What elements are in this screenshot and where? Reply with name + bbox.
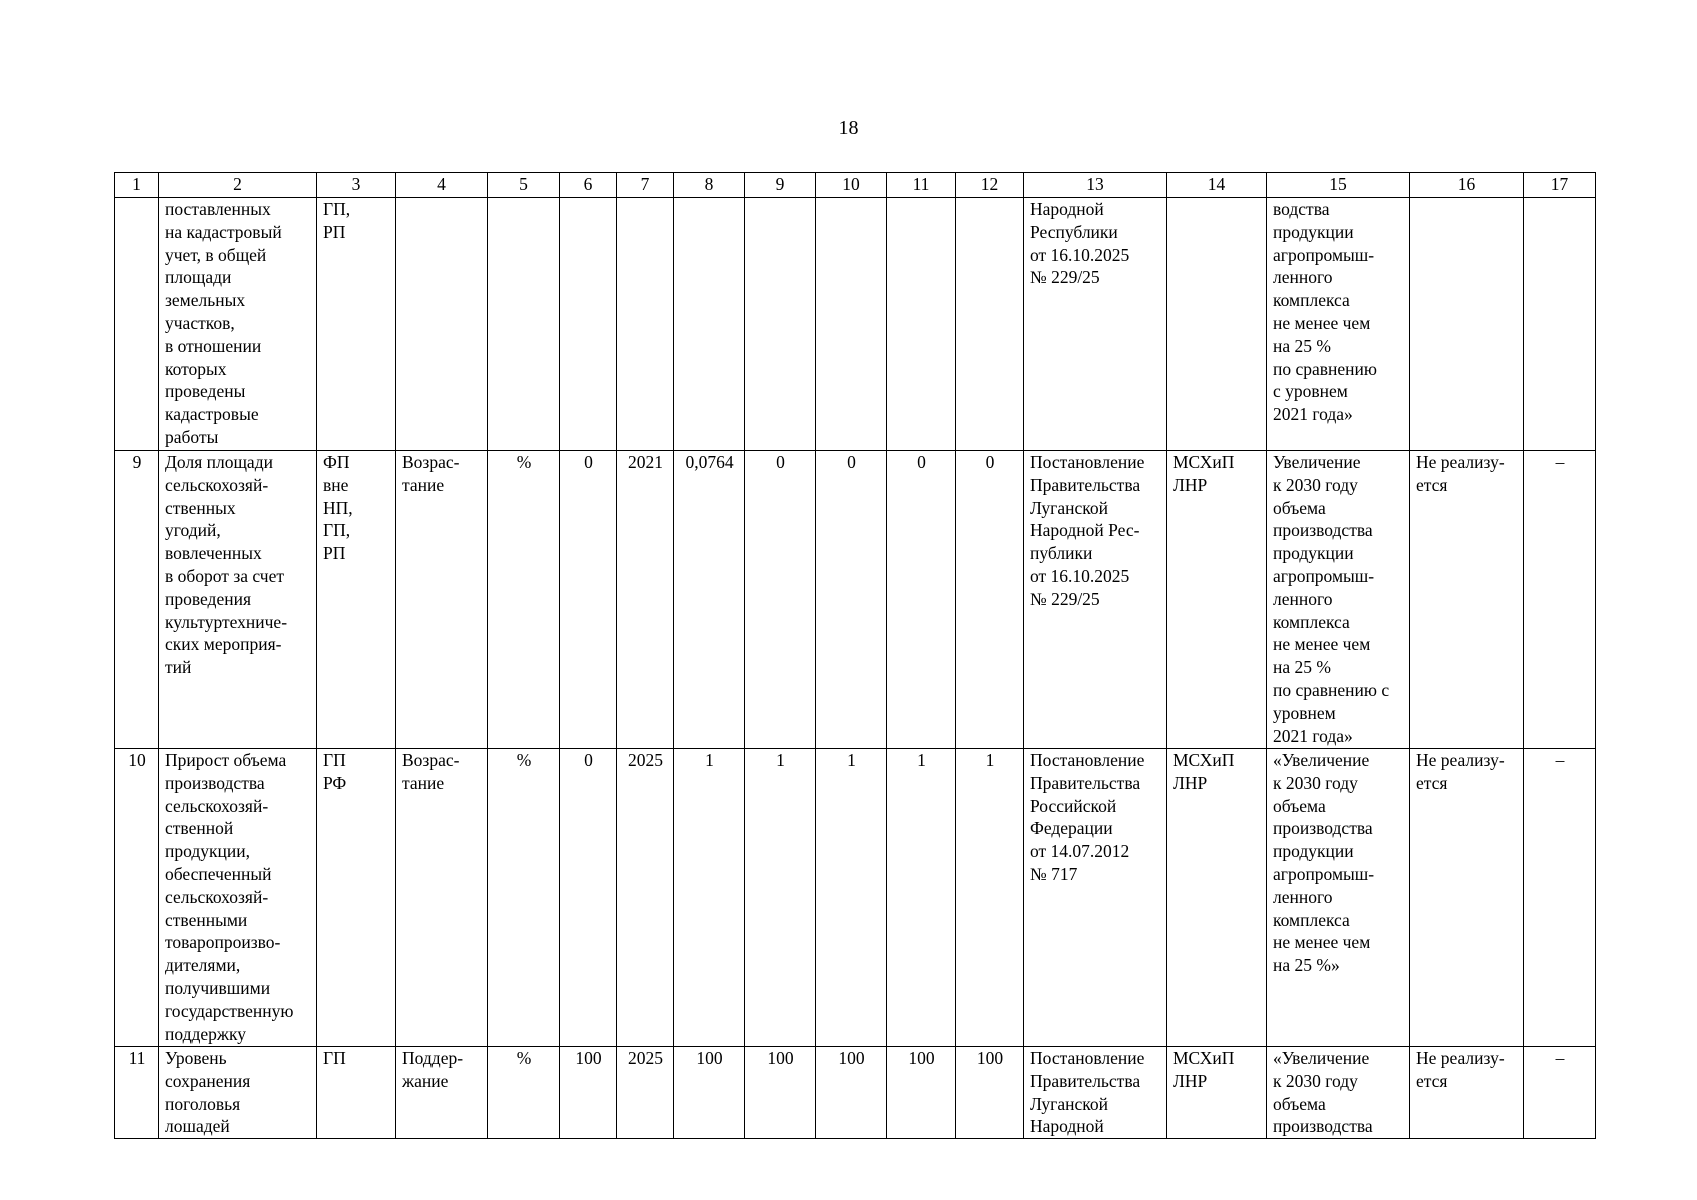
cell-info bbox=[1524, 198, 1596, 451]
cell-value: 0 bbox=[956, 451, 1024, 749]
column-header: 6 bbox=[560, 173, 617, 198]
column-header: 17 bbox=[1524, 173, 1596, 198]
cell-info: – bbox=[1524, 1047, 1596, 1139]
column-header: 11 bbox=[887, 173, 956, 198]
column-header: 16 bbox=[1410, 173, 1524, 198]
cell-value bbox=[674, 198, 745, 451]
cell-responsible: МСХиП ЛНР bbox=[1167, 1047, 1267, 1139]
column-header: 4 bbox=[396, 173, 488, 198]
cell-attribute bbox=[396, 198, 488, 451]
cell-status bbox=[1410, 198, 1524, 451]
cell-level: ГП bbox=[317, 1047, 396, 1139]
cell-attribute: Возрас- тание bbox=[396, 451, 488, 749]
cell-value: 1 bbox=[745, 749, 816, 1047]
table-row bbox=[115, 198, 1596, 451]
cell-goal-link: «Увеличение к 2030 году объема производства bbox=[1267, 1047, 1410, 1139]
cell-unit: % bbox=[488, 451, 560, 749]
column-header: 14 bbox=[1167, 173, 1267, 198]
cell-base-value: 0 bbox=[560, 749, 617, 1047]
cell-goal-link: Увеличение к 2030 году объема производства продукции агропромыш- ленного комплекса не менее чем на 25 % по сравнению с уровнем 2021 года» bbox=[1267, 451, 1410, 749]
table-header-row bbox=[115, 173, 1596, 198]
cell-value: 0 bbox=[887, 451, 956, 749]
column-header: 7 bbox=[617, 173, 674, 198]
column-header: 1 bbox=[115, 173, 159, 198]
cell-value: 100 bbox=[887, 1047, 956, 1139]
cell-base-value: 100 bbox=[560, 1047, 617, 1139]
cell-level: ГП РФ bbox=[317, 749, 396, 1047]
cell-value: 100 bbox=[674, 1047, 745, 1139]
cell-indicator-name: поставленных на кадастровый учет, в общей площади земельных участков, в отношении которых проведены кадастровые работы bbox=[159, 198, 317, 451]
cell-level: ГП, РП bbox=[317, 198, 396, 451]
cell-info: – bbox=[1524, 451, 1596, 749]
cell-value: 100 bbox=[956, 1047, 1024, 1139]
cell-attribute: Поддер- жание bbox=[396, 1047, 488, 1139]
cell-document: Постановление Правительства Российской Федерации от 14.07.2012 № 717 bbox=[1024, 749, 1167, 1047]
cell-base-value: 0 bbox=[560, 451, 617, 749]
column-header: 15 bbox=[1267, 173, 1410, 198]
cell-value bbox=[745, 198, 816, 451]
cell-responsible bbox=[1167, 198, 1267, 451]
cell-value bbox=[816, 198, 887, 451]
cell-base-year: 2021 bbox=[617, 451, 674, 749]
cell-unit: % bbox=[488, 749, 560, 1047]
cell-document: Постановление Правительства Луганской Народной bbox=[1024, 1047, 1167, 1139]
cell-responsible: МСХиП ЛНР bbox=[1167, 749, 1267, 1047]
cell-info: – bbox=[1524, 749, 1596, 1047]
cell-goal-link: «Увеличение к 2030 году объема производства продукции агропромыш- ленного комплекса не менее чем на 25 %» bbox=[1267, 749, 1410, 1047]
cell-value: 1 bbox=[816, 749, 887, 1047]
cell-attribute: Возрас- тание bbox=[396, 749, 488, 1047]
cell-base-year: 2025 bbox=[617, 749, 674, 1047]
cell-unit bbox=[488, 198, 560, 451]
cell-value bbox=[956, 198, 1024, 451]
column-header: 10 bbox=[816, 173, 887, 198]
cell-document: Народной Республики от 16.10.2025 № 229/25 bbox=[1024, 198, 1167, 451]
cell-level: ФП вне НП, ГП, РП bbox=[317, 451, 396, 749]
cell-value: 1 bbox=[887, 749, 956, 1047]
cell-value bbox=[887, 198, 956, 451]
table-row bbox=[115, 1047, 1596, 1139]
cell-base-year bbox=[617, 198, 674, 451]
cell-status: Не реализу- ется bbox=[1410, 749, 1524, 1047]
column-header: 3 bbox=[317, 173, 396, 198]
cell-goal-link: водства продукции агропромыш- ленного комплекса не менее чем на 25 % по сравнению с уровнем 2021 года» bbox=[1267, 198, 1410, 451]
cell-unit: % bbox=[488, 1047, 560, 1139]
indicators-table bbox=[114, 172, 1596, 1139]
column-header: 5 bbox=[488, 173, 560, 198]
cell-indicator-name: Уровень сохранения поголовья лошадей bbox=[159, 1047, 317, 1139]
table-row bbox=[115, 749, 1596, 1047]
cell-value: 0 bbox=[816, 451, 887, 749]
column-header: 2 bbox=[159, 173, 317, 198]
cell-value: 1 bbox=[674, 749, 745, 1047]
cell-value: 100 bbox=[745, 1047, 816, 1139]
cell-number bbox=[115, 198, 159, 451]
cell-status: Не реализу- ется bbox=[1410, 451, 1524, 749]
cell-base-value bbox=[560, 198, 617, 451]
column-header: 12 bbox=[956, 173, 1024, 198]
cell-status: Не реализу- ется bbox=[1410, 1047, 1524, 1139]
page-number: 18 bbox=[838, 117, 859, 139]
column-header: 13 bbox=[1024, 173, 1167, 198]
cell-document: Постановление Правительства Луганской Народной Рес- публики от 16.10.2025 № 229/25 bbox=[1024, 451, 1167, 749]
cell-value: 100 bbox=[816, 1047, 887, 1139]
table-row bbox=[115, 451, 1596, 749]
cell-value: 0,0764 bbox=[674, 451, 745, 749]
cell-indicator-name: Прирост объема производства сельскохозяй- ственной продукции, обеспеченный сельскохозяй- ственными товаропроизво- дителями, получившими государственную поддержку bbox=[159, 749, 317, 1047]
column-header: 9 bbox=[745, 173, 816, 198]
cell-responsible: МСХиП ЛНР bbox=[1167, 451, 1267, 749]
cell-number: 11 bbox=[115, 1047, 159, 1139]
cell-number: 9 bbox=[115, 451, 159, 749]
cell-indicator-name: Доля площади сельскохозяй- ственных угодий, вовлеченных в оборот за счет проведения культуртехниче- ских мероприя- тий bbox=[159, 451, 317, 749]
column-header: 8 bbox=[674, 173, 745, 198]
cell-value: 1 bbox=[956, 749, 1024, 1047]
cell-number: 10 bbox=[115, 749, 159, 1047]
cell-base-year: 2025 bbox=[617, 1047, 674, 1139]
cell-value: 0 bbox=[745, 451, 816, 749]
